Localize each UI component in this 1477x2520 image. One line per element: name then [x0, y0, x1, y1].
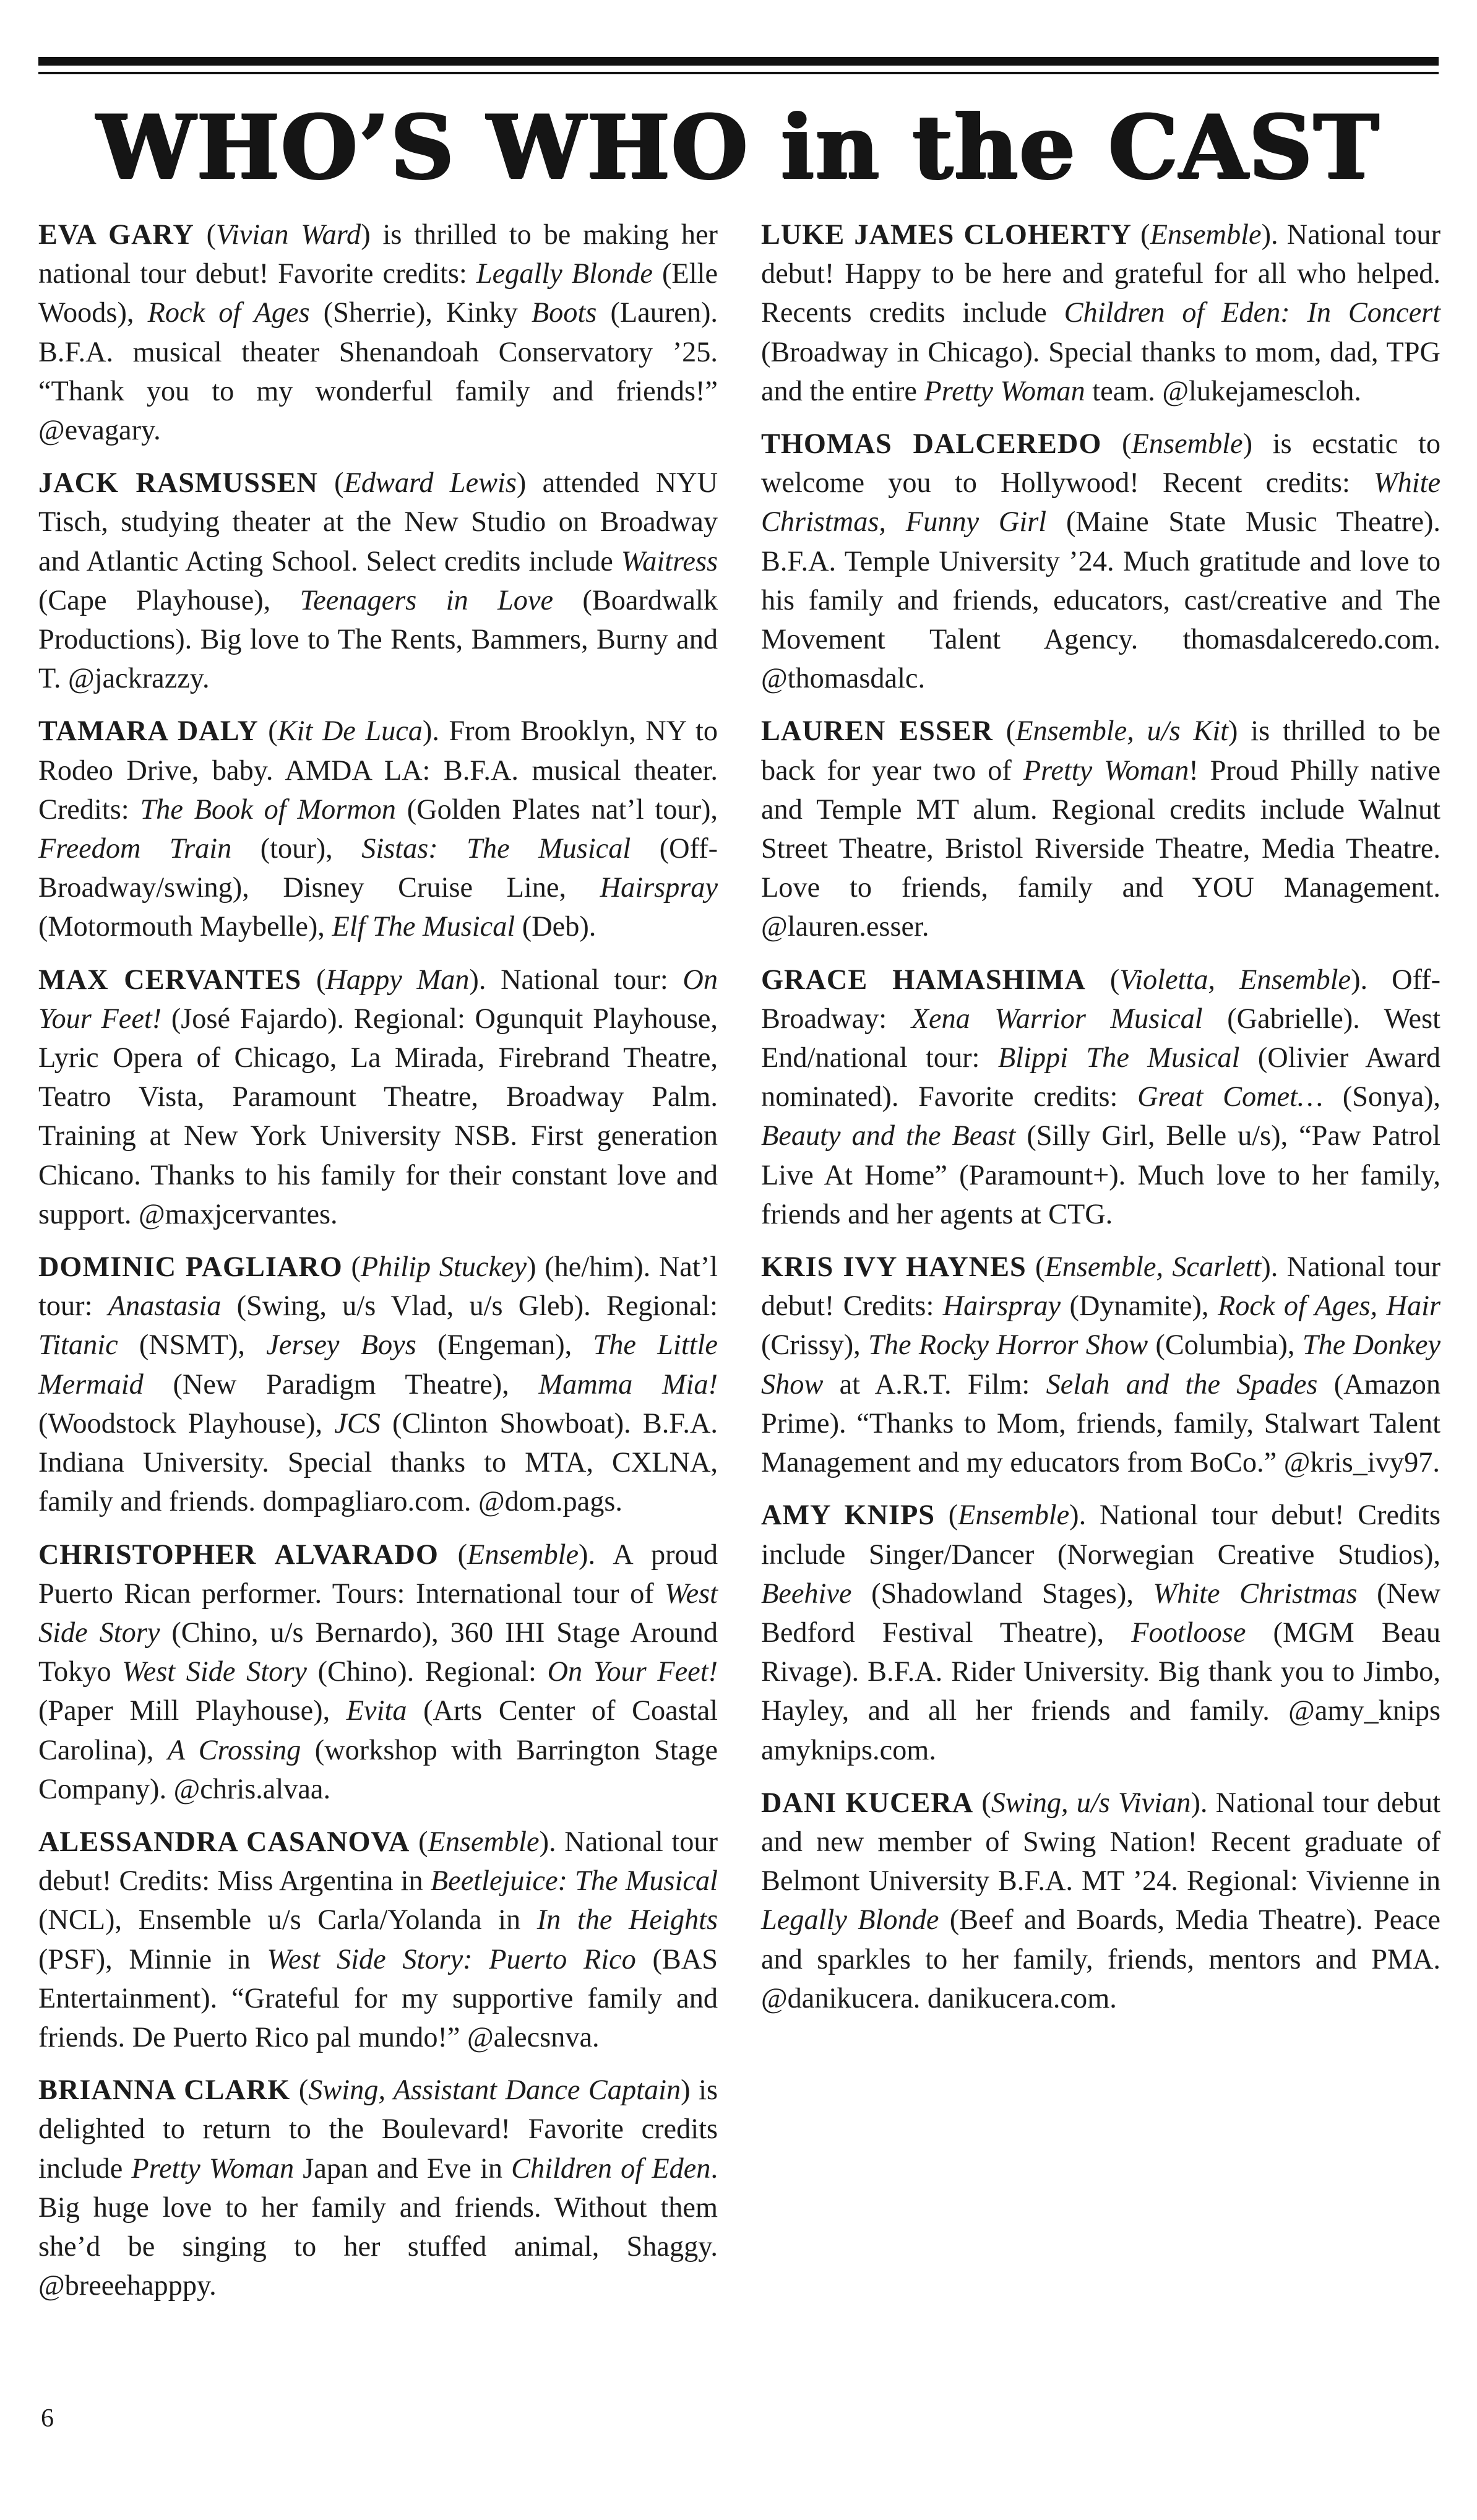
credit-title: Titanic — [38, 1329, 118, 1361]
cast-bio: LAUREN ESSER (Ensemble, u/s Kit) is thrilled to be back for year two of Pretty Woman! Proud Philly native and Temple MT alum. Regional credits include Walnut Street Theatre, Bristol Riverside Theatre, Media Theatre. Love to friends, family and YOU Management. @lauren.esser. — [761, 715, 1440, 943]
credit-title: The Rocky Horror Show — [868, 1329, 1148, 1361]
bio-name: LUKE JAMES CLOHERTY — [761, 219, 1132, 251]
page-title: WHO’S WHO in the CAST — [97, 96, 1380, 199]
credit-title: West Side Story — [122, 1656, 307, 1688]
right-column — [761, 215, 1440, 2032]
credit-title: Legally Blonde — [476, 258, 653, 290]
credit-title: Hairspray — [600, 872, 718, 904]
credit-title: Blippi The Musical — [997, 1042, 1240, 1074]
bio-role: Happy Man — [325, 964, 470, 996]
left-column — [38, 215, 718, 2319]
credit-title: Beehive — [761, 1577, 852, 1610]
bio-role: Ensemble, u/s Kit — [1015, 715, 1229, 748]
bio-role: Ensemble — [1131, 428, 1243, 460]
credit-title: Beauty and the Beast — [761, 1120, 1016, 1152]
bio-name: BRIANNA CLARK — [38, 2074, 291, 2107]
header-rule-thin — [38, 72, 1439, 74]
credit-title: Elf The Musical — [332, 911, 515, 943]
credit-title: Great Comet… — [1137, 1081, 1324, 1113]
credit-title: Hairspray — [942, 1290, 1061, 1323]
credit-title: Legally Blonde — [761, 1904, 939, 1936]
bio-role: Swing, u/s Vivian — [991, 1787, 1191, 1819]
bio-name: TAMARA DALY — [38, 715, 259, 748]
credit-title: Anastasia — [108, 1290, 222, 1323]
bio-name: THOMAS DALCEREDO — [761, 428, 1102, 460]
cast-bio: GRACE HAMASHIMA (Violetta, Ensemble). Off-Broadway: Xena Warrior Musical (Gabrielle). West End/national tour: Blippi The Musical (Olivier Award nominated). Favorite credits: Great Comet… (Sonya), Beauty and the Beast (Silly Girl, Belle u/s), “Paw Patrol Live At Home” (Paramount+). Much love to her family, friends and her agents at CTG. — [761, 964, 1441, 1230]
cast-bio: AMY KNIPS (Ensemble). National tour debut! Credits include Singer/Dancer (Norwegian Creative Studios), Beehive (Shadowland Stages), White Christmas (New Bedford Festival Theatre), Footloose (MGM Beau Rivage). B.F.A. Rider University. Big thank you to Jimbo, Hayley, and all her friends and family. @amy_knips amyknips.com. — [761, 1499, 1440, 1766]
credit-title: Footloose — [1131, 1616, 1246, 1649]
bio-name: LAUREN ESSER — [761, 715, 993, 748]
credit-title: Evita — [346, 1695, 407, 1727]
cast-bio: DOMINIC PAGLIARO (Philip Stuckey) (he/him). Nat’l tour: Anastasia (Swing, u/s Vlad, u/s Gleb). Regional: Titanic (NSMT), Jersey Boys (Engeman), The Little Mermaid (New Paradigm Theatre), Mamma Mia! (Woodstock Playhouse), JCS (Clinton Showboat). B.F.A. Indiana University. Special thanks to MTA, CXLNA, family and friends. dompagliaro.com. @dom.pags. — [38, 1251, 718, 1518]
bio-role: Swing, Assistant Dance Captain — [308, 2074, 681, 2107]
credit-title: Waitress — [621, 545, 718, 577]
credit-title: The Book of Mormon — [140, 793, 396, 826]
bio-name: GRACE HAMASHIMA — [761, 964, 1086, 996]
credit-title: Children of Eden — [511, 2152, 711, 2185]
credit-title: White Christmas, Funny Girl — [761, 467, 1440, 538]
credit-title: Xena Warrior Musical — [911, 1003, 1203, 1035]
bio-name: MAX CERVANTES — [38, 964, 302, 996]
cast-bio: LUKE JAMES CLOHERTY (Ensemble). National tour debut! Happy to be here and grateful for all who helped. Recents credits include Children of Eden: In Concert (Broadway in Chicago). Special thanks to mom, dad, TPG and the entire Pretty Woman team. @lukejamescloh. — [761, 219, 1441, 407]
page-number: 6 — [41, 2404, 54, 2433]
credit-title: Rock of Ages, Hair — [1217, 1290, 1440, 1323]
credit-title: JCS — [334, 1407, 381, 1439]
credit-title: Sistas: The Musical — [361, 833, 631, 865]
cast-bio: KRIS IVY HAYNES (Ensemble, Scarlett). National tour debut! Credits: Hairspray (Dynamite), Rock of Ages, Hair (Crissy), The Rocky Horror Show (Columbia), The Donkey Show at A.R.T. Film: Selah and the Spades (Amazon Prime). “Thanks to Mom, friends, family, Stalwart Talent Management and my educators from BoCo.” @kris_ivy97. — [761, 1251, 1440, 1479]
bio-name: DOMINIC PAGLIARO — [38, 1251, 343, 1284]
credit-title: Teenagers in Love — [299, 584, 554, 616]
credit-title: White Christmas — [1153, 1577, 1358, 1610]
credit-title: Selah and the Spades — [1046, 1368, 1318, 1400]
credit-title: Freedom Train — [38, 833, 232, 865]
bio-role: Kit De Luca — [277, 715, 423, 748]
bio-role: Vivian Ward — [216, 219, 361, 251]
bio-name: DANI KUCERA — [761, 1787, 974, 1819]
bio-role: Ensemble — [958, 1499, 1070, 1532]
bio-name: JACK RASMUSSEN — [38, 467, 318, 499]
credit-title: A Crossing — [167, 1734, 301, 1766]
bio-name: ALESSANDRA CASANOVA — [38, 1826, 410, 1858]
bio-name: KRIS IVY HAYNES — [761, 1251, 1027, 1284]
bio-role: Ensemble — [428, 1826, 540, 1858]
bio-role: Ensemble — [1150, 219, 1262, 251]
bio-name: EVA GARY — [38, 219, 194, 251]
bio-name: AMY KNIPS — [761, 1499, 936, 1532]
credit-title: Pretty Woman — [131, 2152, 295, 2185]
credit-title: Rock of Ages — [147, 297, 310, 329]
credit-title: Pretty Woman — [1023, 754, 1189, 787]
cast-bio: DANI KUCERA (Swing, u/s Vivian). National tour debut and new member of Swing Nation! Recent graduate of Belmont University B.F.A. MT ’24. Regional: Vivienne in Legally Blonde (Beef and Boards, Media Theatre). Peace and sparkles to her family, friends, mentors and PMA. @danikucera. danikucera.com. — [761, 1787, 1440, 2014]
cast-bio: BRIANNA CLARK (Swing, Assistant Dance Captain) is delighted to return to the Boulevard! Favorite credits include Pretty Woman Japan and Eve in Children of Eden. Big huge love to her family and friends. Without them she’d be singing to her stuffed animal, Shaggy. @breeehapppy. — [38, 2074, 718, 2302]
bio-role: Philip Stuckey — [360, 1251, 527, 1284]
credit-title: The Donkey Show — [761, 1329, 1440, 1400]
cast-bio: EVA GARY (Vivian Ward) is thrilled to be making her national tour debut! Favorite credits: Legally Blonde (Elle Woods), Rock of Ages (Sherrie), Kinky Boots (Lauren). B.F.A. musical theater Shenandoah Conservatory ’25. “Thank you to my wonderful family and friends!” @evagary. — [38, 219, 718, 447]
credit-title: Children of Eden: In Concert — [1064, 297, 1441, 329]
bio-role: Violetta, Ensemble — [1119, 964, 1351, 996]
credit-title: In the Heights — [536, 1904, 718, 1936]
credit-title: West Side Story: Puerto Rico — [267, 1943, 636, 1975]
cast-bio: JACK RASMUSSEN (Edward Lewis) attended NYU Tisch, studying theater at the New Studio on Broadway and Atlantic Acting School. Select credits include Waitress (Cape Playhouse), Teenagers in Love (Boardwalk Productions). Big love to The Rents, Bammers, Burny and T. @jackrazzy. — [38, 467, 718, 695]
credit-title: On Your Feet! — [547, 1656, 718, 1688]
credit-title: Pretty Woman — [924, 375, 1085, 407]
bio-role: Ensemble, Scarlett — [1044, 1251, 1262, 1284]
cast-bio: TAMARA DALY (Kit De Luca). From Brooklyn, NY to Rodeo Drive, baby. AMDA LA: B.F.A. musical theater. Credits: The Book of Mormon (Golden Plates nat’l tour), Freedom Train (tour), Sistas: The Musical (Off-Broadway/swing), Disney Cruise Line, Hairspray (Motormouth Maybelle), Elf The Musical (Deb). — [38, 715, 718, 943]
header-rule-thick — [38, 57, 1439, 66]
bio-name: CHRISTOPHER ALVARADO — [38, 1538, 439, 1571]
credit-title: Beetlejuice: The Musical — [430, 1865, 718, 1897]
credit-title: West Side Story — [38, 1577, 718, 1649]
credit-title: Boots — [531, 297, 597, 329]
cast-bio: CHRISTOPHER ALVARADO (Ensemble). A proud Puerto Rican performer. Tours: International tour of West Side Story (Chino, u/s Bernardo), 360 IHI Stage Around Tokyo West Side Story (Chino). Regional: On Your Feet! (Paper Mill Playhouse), Evita (Arts Center of Coastal Carolina), A Crossing (workshop with Barrington Stage Company). @chris.alvaa. — [38, 1538, 718, 1805]
credit-title: On Your Feet! — [38, 964, 718, 1035]
credit-title: The Little Mermaid — [38, 1329, 718, 1400]
cast-bio: ALESSANDRA CASANOVA (Ensemble). National tour debut! Credits: Miss Argentina in Beetlejuice: The Musical (NCL), Ensemble u/s Carla/Yolanda in In the Heights (PSF), Minnie in West Side Story: Puerto Rico (BAS Entertainment). “Grateful for my supportive family and friends. De Puerto Rico pal mundo!” @alecsnva. — [38, 1826, 718, 2053]
bio-role: Ensemble — [467, 1538, 579, 1571]
cast-bio: MAX CERVANTES (Happy Man). National tour: On Your Feet! (José Fajardo). Regional: Ogunquit Playhouse, Lyric Opera of Chicago, La Mirada, Firebrand Theatre, Teatro Vista, Paramount Theatre, Broadway Palm. Training at New York University NSB. First generation Chicano. Thanks to his family for their constant love and support. @maxjcervantes. — [38, 964, 718, 1230]
credit-title: Jersey Boys — [266, 1329, 416, 1361]
bio-role: Edward Lewis — [343, 467, 517, 499]
cast-bio: THOMAS DALCEREDO (Ensemble) is ecstatic to welcome you to Hollywood! Recent credits: White Christmas, Funny Girl (Maine State Music Theatre). B.F.A. Temple University ’24. Much gratitude and love to his family and friends, educators, cast/creative and The Movement Talent Agency. thomasdalceredo.com. @thomasdalc. — [761, 428, 1441, 695]
credit-title: Mamma Mia! — [538, 1368, 718, 1400]
